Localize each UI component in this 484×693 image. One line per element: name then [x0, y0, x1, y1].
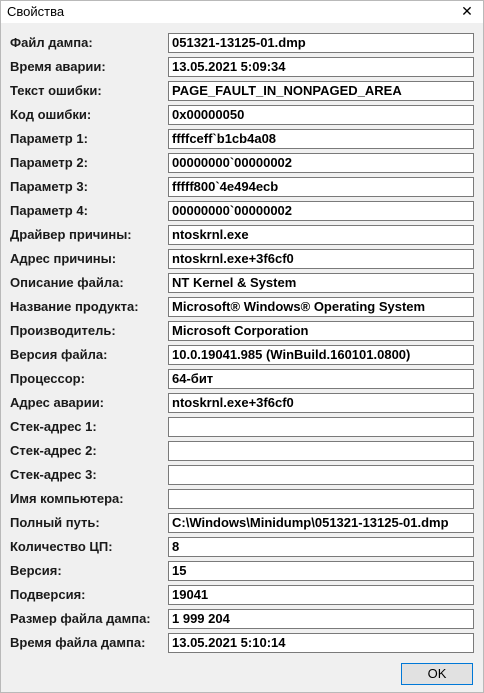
- property-row: [1, 201, 484, 222]
- property-label: Параметр 2:: [10, 155, 88, 170]
- property-value-field[interactable]: Microsoft® Windows® Operating System: [168, 297, 474, 317]
- property-value-field[interactable]: ffffceff`b1cb4a08: [168, 129, 474, 149]
- property-row: [1, 417, 484, 438]
- property-label: Код ошибки:: [10, 107, 92, 122]
- property-label: Количество ЦП:: [10, 539, 113, 554]
- property-value-field[interactable]: ntoskrnl.exe: [168, 225, 474, 245]
- property-value-field[interactable]: PAGE_FAULT_IN_NONPAGED_AREA: [168, 81, 474, 101]
- property-label: Адрес причины:: [10, 251, 117, 266]
- property-value-field[interactable]: 19041: [168, 585, 474, 605]
- title-bar: [1, 1, 483, 23]
- property-value-field[interactable]: 10.0.19041.985 (WinBuild.160101.0800): [168, 345, 474, 365]
- property-value-field[interactable]: ntoskrnl.exe+3f6cf0: [168, 393, 474, 413]
- property-row: [1, 321, 484, 342]
- close-icon: ✕: [461, 3, 473, 19]
- property-row: [1, 609, 484, 630]
- property-value-field[interactable]: 00000000`00000002: [168, 153, 474, 173]
- property-value-field[interactable]: ntoskrnl.exe+3f6cf0: [168, 249, 474, 269]
- property-value-field[interactable]: 051321-13125-01.dmp: [168, 33, 474, 53]
- property-label: Процессор:: [10, 371, 85, 386]
- property-row: [1, 585, 484, 606]
- property-label: Версия файла:: [10, 347, 108, 362]
- property-row: [1, 273, 484, 294]
- property-value-field[interactable]: [168, 489, 474, 509]
- property-value-field[interactable]: 00000000`00000002: [168, 201, 474, 221]
- property-row: [1, 633, 484, 654]
- property-row: [1, 513, 484, 534]
- property-row: [1, 297, 484, 318]
- property-label: Параметр 3:: [10, 179, 88, 194]
- property-label: Имя компьютера:: [10, 491, 124, 506]
- property-value-field[interactable]: fffff800`4e494ecb: [168, 177, 474, 197]
- property-label: Текст ошибки:: [10, 83, 102, 98]
- property-row: [1, 225, 484, 246]
- property-row: [1, 561, 484, 582]
- close-button[interactable]: [451, 1, 483, 23]
- property-value-field[interactable]: 1 999 204: [168, 609, 474, 629]
- property-row: [1, 153, 484, 174]
- property-row: [1, 537, 484, 558]
- property-row: [1, 345, 484, 366]
- property-row: [1, 393, 484, 414]
- property-label: Название продукта:: [10, 299, 139, 314]
- property-value-field[interactable]: [168, 441, 474, 461]
- property-row: [1, 441, 484, 462]
- property-row: [1, 57, 484, 78]
- property-label: Адрес аварии:: [10, 395, 105, 410]
- property-value-field[interactable]: 15: [168, 561, 474, 581]
- property-label: Описание файла:: [10, 275, 124, 290]
- property-value-field[interactable]: 0x00000050: [168, 105, 474, 125]
- property-value-field[interactable]: 8: [168, 537, 474, 557]
- property-label: Файл дампа:: [10, 35, 93, 50]
- property-label: Время аварии:: [10, 59, 106, 74]
- property-row: [1, 177, 484, 198]
- property-label: Подверсия:: [10, 587, 86, 602]
- property-row: [1, 105, 484, 126]
- property-label: Драйвер причины:: [10, 227, 132, 242]
- property-value-field[interactable]: Microsoft Corporation: [168, 321, 474, 341]
- property-value-field[interactable]: 64-бит: [168, 369, 474, 389]
- property-label: Стек-адрес 2:: [10, 443, 97, 458]
- property-label: Стек-адрес 1:: [10, 419, 97, 434]
- property-value-field[interactable]: [168, 417, 474, 437]
- property-row: [1, 81, 484, 102]
- property-value-field[interactable]: [168, 465, 474, 485]
- property-value-field[interactable]: 13.05.2021 5:09:34: [168, 57, 474, 77]
- ok-button[interactable]: OK: [401, 663, 473, 685]
- property-value-field[interactable]: NT Kernel & System: [168, 273, 474, 293]
- property-row: [1, 33, 484, 54]
- property-row: [1, 465, 484, 486]
- property-label: Стек-адрес 3:: [10, 467, 97, 482]
- property-row: [1, 489, 484, 510]
- property-row: [1, 129, 484, 150]
- property-label: Производитель:: [10, 323, 116, 338]
- property-value-field[interactable]: C:\Windows\Minidump\051321-13125-01.dmp: [168, 513, 474, 533]
- property-row: [1, 249, 484, 270]
- window-title: Свойства: [7, 4, 65, 19]
- property-row: [1, 369, 484, 390]
- property-label: Размер файла дампа:: [10, 611, 151, 626]
- property-label: Полный путь:: [10, 515, 100, 530]
- property-value-field[interactable]: 13.05.2021 5:10:14: [168, 633, 474, 653]
- property-label: Версия:: [10, 563, 62, 578]
- property-label: Параметр 1:: [10, 131, 88, 146]
- property-label: Параметр 4:: [10, 203, 88, 218]
- property-label: Время файла дампа:: [10, 635, 146, 650]
